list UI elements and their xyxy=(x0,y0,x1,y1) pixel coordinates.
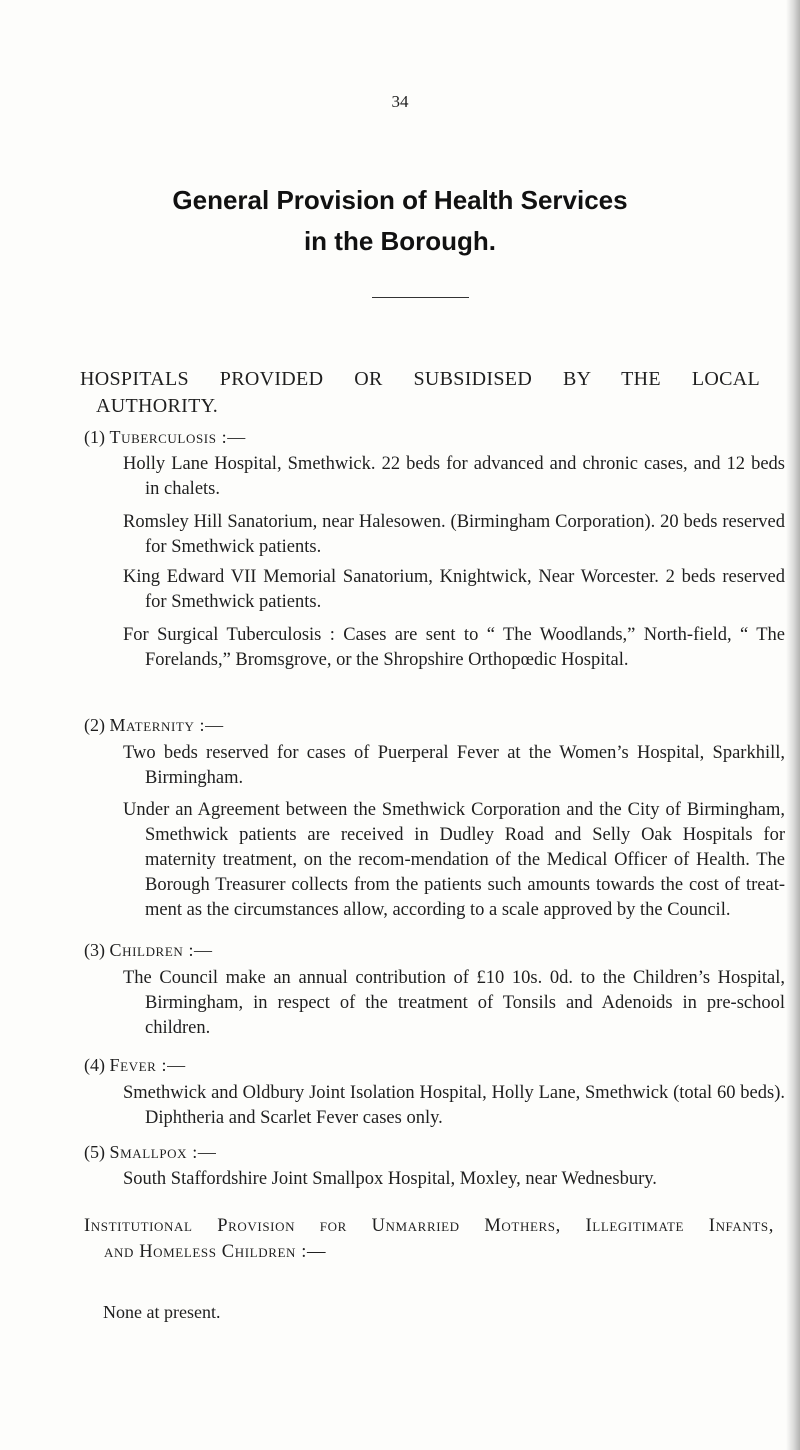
section-paragraph: Smethwick and Oldbury Joint Isolation Hospital, Holly Lane, Smethwick (total 60 beds). Diphtheria and Scarlet Fever cases only. xyxy=(123,1083,785,1128)
section-smallpox-heading xyxy=(84,1142,216,1163)
main-heading xyxy=(80,366,760,420)
institutional-body: None at present. xyxy=(103,1302,221,1322)
page-title-line-2: in the Borough. xyxy=(303,226,497,256)
institutional-heading-line-1: Institutional Provision for Unmarried Mothers, Illegitimate Infants, xyxy=(84,1216,774,1236)
main-heading-line-1: HOSPITALS PROVIDED OR SUBSIDISED BY THE LOCAL xyxy=(80,368,760,390)
section-paragraph: Two beds reserved for cases of Puerperal Fever at the Women’s Hospital, Sparkhill, Birmingham. xyxy=(123,743,785,788)
section-number: (2) xyxy=(84,715,105,735)
section-paragraph: The Council make an annual contribution of £10 10s. 0d. to the Children’s Hospital, Birmingham, in respect of the treatment of Tonsils and Adenoids in pre-school children. xyxy=(123,968,785,1038)
main-heading-line-2: AUTHORITY. xyxy=(96,395,219,417)
section-paragraph: For Surgical Tuberculosis : Cases are sent to “ The Woodlands,” North-field, “ The Forelands,” Bromsgrove, or the Shropshire Orthopœdic Hospital. xyxy=(123,625,785,670)
section-paragraph: Romsley Hill Sanatorium, near Halesowen. (Birmingham Corporation). 20 beds reserved for Smethwick patients. xyxy=(123,512,785,557)
section-paragraph: Under an Agreement between the Smethwick Corporation and the City of Birmingham, Smethwick patients are received in Dudley Road and Selly Oak Hospitals for maternity treatment, on the recom-mendation of the Medical Officer of Health. The Borough Treasurer collects from the patients such amounts towards the cost of treat-ment as the circumstances allow, according to a scale approved by the Council. xyxy=(123,800,785,920)
section-number: (5) xyxy=(84,1142,105,1162)
section-paragraph: King Edward VII Memorial Sanatorium, Knightwick, Near Worcester. 2 beds reserved for Smethwick patients. xyxy=(123,567,785,612)
section-title: Smallpox :— xyxy=(109,1142,217,1162)
page-edge-shadow xyxy=(786,0,800,1450)
title-divider xyxy=(372,297,469,298)
section-tuberculosis-heading xyxy=(84,427,246,448)
page-number: 34 xyxy=(391,92,409,111)
section-number: (3) xyxy=(84,940,105,960)
section-paragraph: South Staffordshire Joint Smallpox Hospital, Moxley, near Wednesbury. xyxy=(123,1169,657,1189)
section-title: Children :— xyxy=(109,940,213,960)
section-maternity-heading xyxy=(84,715,224,736)
section-children-heading xyxy=(84,940,213,961)
section-title: Fever :— xyxy=(109,1055,186,1075)
institutional-heading-line-2: and Homeless Children :— xyxy=(104,1242,327,1262)
section-fever-heading xyxy=(84,1055,186,1076)
institutional-heading xyxy=(84,1213,774,1265)
section-title: Maternity :— xyxy=(109,715,224,735)
section-number: (1) xyxy=(84,427,105,447)
section-title: Tuberculosis :— xyxy=(109,427,246,447)
section-number: (4) xyxy=(84,1055,105,1075)
section-paragraph: Holly Lane Hospital, Smethwick. 22 beds for advanced and chronic cases, and 12 beds in chalets. xyxy=(123,454,785,499)
page-title-line-1: General Provision of Health Services xyxy=(172,185,628,215)
